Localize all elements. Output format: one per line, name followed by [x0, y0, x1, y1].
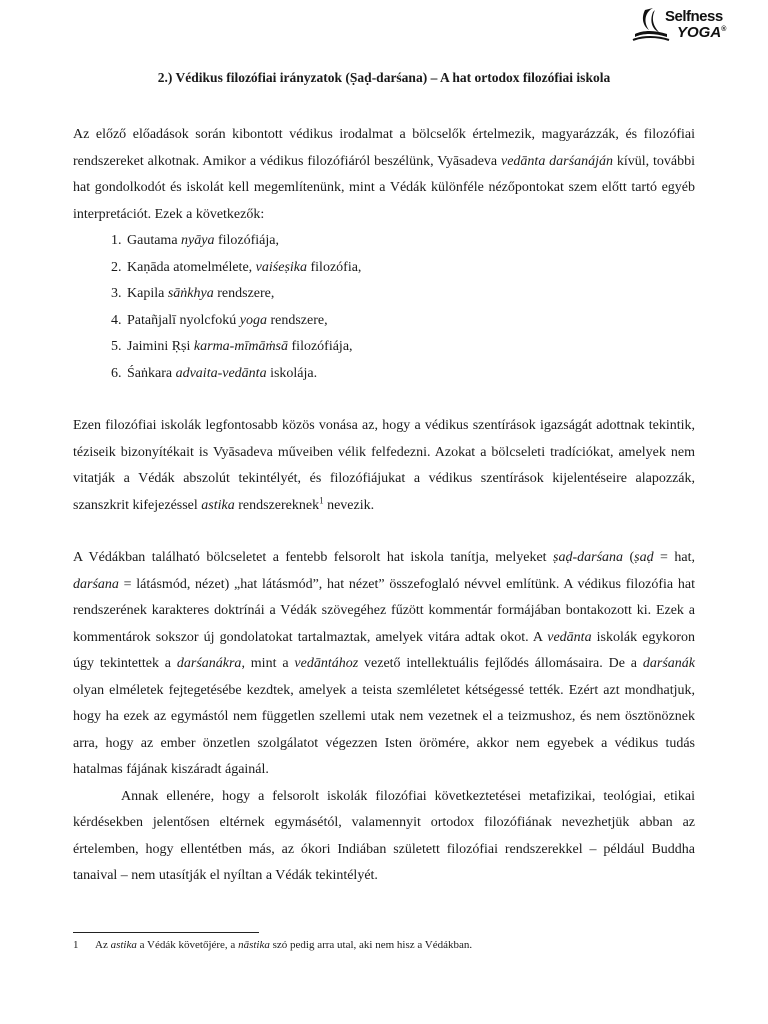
list-item: 3. Kapila sāṅkhya rendszere, [125, 281, 695, 308]
list-item: 2. Kaṇāda atomelmélete, vaiśeṣika filozófia, [125, 255, 695, 282]
logo-text-top: Selfness [665, 8, 723, 25]
logo-text-bottom: YOGA® [677, 24, 727, 41]
paragraph-orthodox: Annak ellenére, hogy a felsorolt iskolák filozófiai következtetései metafizikai, teológiai, etikai kérdésekben jelentősen eltérnek egymásétól, valamennyit ortodox filozófiának nevezhetjük abban az értelemben, hogy ellentétben más, az ókori Indiában született filozófiai rendszerekkel – például Buddha tanaival – nem utasítják el nyíltan a Védák tekintélyét. [73, 788, 695, 883]
footnote-reference[interactable]: 1 [319, 494, 324, 505]
paragraph-astika: Ezen filozófiai iskolák legfontosabb közös vonása az, hogy a védikus szentírások igazságát adottnak tekintik, téziseik bizonyítékait is Vyāsadeva műveiben vélik felfedezni. Azokat a bölcseleti tradíciókat, amelyek nem vitatják a Védák abszolút tekintélyét, és filozófiájukat a védikus szentírások kijelentéseire alapozzák, szanszkrit kifejezéssel astika rendszereknek$^1$ nevezik. [73, 418, 695, 513]
document-body [73, 70, 695, 890]
paragraph-intro: Az előző előadások során kibontott védikus irodalmat a bölcselők értelmezik, magyarázzák, és filozófiai rendszereket alkotnak. Amikor a védikus filozófiáról beszélünk, Vyāsadeva vedānta darśanáján kívül, további hat gondolkodót és iskolát kell megemlítenünk, mint a Védák különféle nézőpontokat szem előtt tartó egyéb interpretációt. Ezek a következők: [73, 127, 695, 222]
list-item: 4. Patañjalī nyolcfokú yoga rendszere, [125, 308, 695, 335]
footnote: 1 Az astika a Védák követőjére, a nāstika szó pedig arra utal, aki nem hisz a Védákban. [73, 939, 473, 951]
selfness-yoga-logo [631, 4, 731, 44]
list-item: 5. Jaimini Ṛṣi karma-mīmāṁsā filozófiája, [125, 334, 695, 361]
page-title: 2.) Védikus filozófiai irányzatok (Ṣaḍ-darśana) – A hat ortodox filozófiai iskola [157, 70, 611, 85]
paragraph-sad-darsana: A Védákban található bölcseletet a fentebb felsorolt hat iskola tanítja, melyeket ṣaḍ-darśana (ṣaḍ = hat, darśana = látásmód, nézet) „hat látásmód”, hat nézet” összefoglaló névvel említünk. A védikus filozófia hat rendszerének karakteres doktrínái a Védák szövegéhez fűzött kommentár formájában bontakozott ki. Ezek a kommentárok sokszor új gondolatokat tartalmaztak, amelyek vitára adtak okot. A vedānta iskolák egykoron úgy tekintettek a darśanákra, mint a vedāntához vezető intellektuális fejlődés állomásaira. De a darśanák olyan elméletek fejtegetésébe kezdtek, amelyek a teista szemléletet kétségessé tették. Ezért azt mondhatjuk, hogy ha ezek az egymástól nem független szellemi utak nem vezetnek el a teizmushoz, és nem ösztönöznek arra, hogy az ember önzetlen szolgálatot végezzen Isten örömére, akkor nem egyebek a védikus tudás hatalmas fájának kiszáradt ágainál. [73, 550, 696, 777]
list-item: 6. Śaṅkara advaita-vedānta iskolája. [125, 361, 695, 388]
list-item: 1. Gautama nyāya filozófiája, [125, 228, 695, 255]
schools-list [73, 228, 695, 387]
footnote-divider [73, 932, 259, 933]
footnote-mark: 1 [73, 939, 79, 951]
